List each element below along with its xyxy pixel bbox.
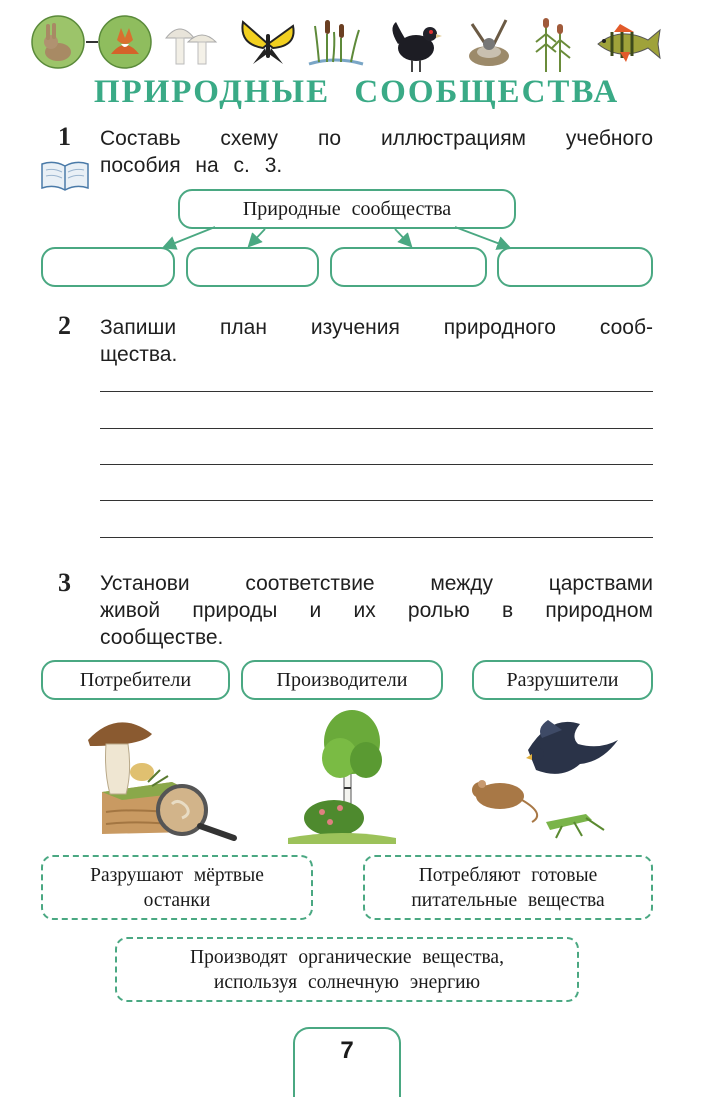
description-box-decompose[interactable] <box>41 855 313 920</box>
birch-bush-icon <box>288 708 396 844</box>
answer-line[interactable] <box>100 428 653 429</box>
scheme-empty-box[interactable] <box>497 247 653 287</box>
task2-number: 2 <box>58 311 71 340</box>
task1-line: Составь схему по иллюстрациям учебного <box>100 127 653 150</box>
page-number: 7 <box>293 1027 401 1097</box>
scheme-empty-box[interactable] <box>41 247 175 287</box>
task3-line: Установи соответствие между царствами <box>100 572 653 595</box>
description-box-produce[interactable] <box>115 937 579 1002</box>
scheme-root-box: Природные сообщества <box>178 189 516 229</box>
role-box-producers[interactable]: Производители <box>241 660 443 700</box>
description-line: останки <box>143 889 211 911</box>
role-box-decomposers[interactable]: Разрушители <box>472 660 653 700</box>
task3-text <box>100 570 653 651</box>
scheme-empty-box[interactable] <box>330 247 487 287</box>
answer-line[interactable] <box>100 537 653 538</box>
scheme-empty-box[interactable] <box>186 247 319 287</box>
task3-line: живой природы и их ролью в природном <box>100 599 653 622</box>
task2-line: щества. <box>100 343 178 366</box>
description-line: питательные вещества <box>411 889 605 911</box>
description-line: используя солнечную энергию <box>213 971 481 993</box>
task3-line: сообществе. <box>100 626 224 649</box>
answer-line[interactable] <box>100 391 653 392</box>
task1-number: 1 <box>58 122 71 151</box>
falcon-mouse-grasshopper-icon <box>466 710 626 842</box>
description-line: Потребляют готовые <box>418 864 598 886</box>
description-box-consume[interactable] <box>363 855 653 920</box>
task2-text <box>100 314 653 368</box>
description-line: Разрушают мёртвые <box>90 864 264 886</box>
page-title: ПРИРОДНЫЕ СООБЩЕСТВА <box>93 74 620 110</box>
answer-line[interactable] <box>100 500 653 501</box>
task2-line: Запиши план изучения природного сооб- <box>100 316 653 339</box>
task1-line: пособия на с. 3. <box>100 154 283 177</box>
task3-number: 3 <box>58 568 71 597</box>
answer-line[interactable] <box>100 464 653 465</box>
description-line: Производят органические вещества, <box>190 946 504 968</box>
scheme-arrows <box>0 0 713 260</box>
role-box-consumers[interactable]: Потребители <box>41 660 230 700</box>
mushroom-soil-icon <box>82 712 250 842</box>
